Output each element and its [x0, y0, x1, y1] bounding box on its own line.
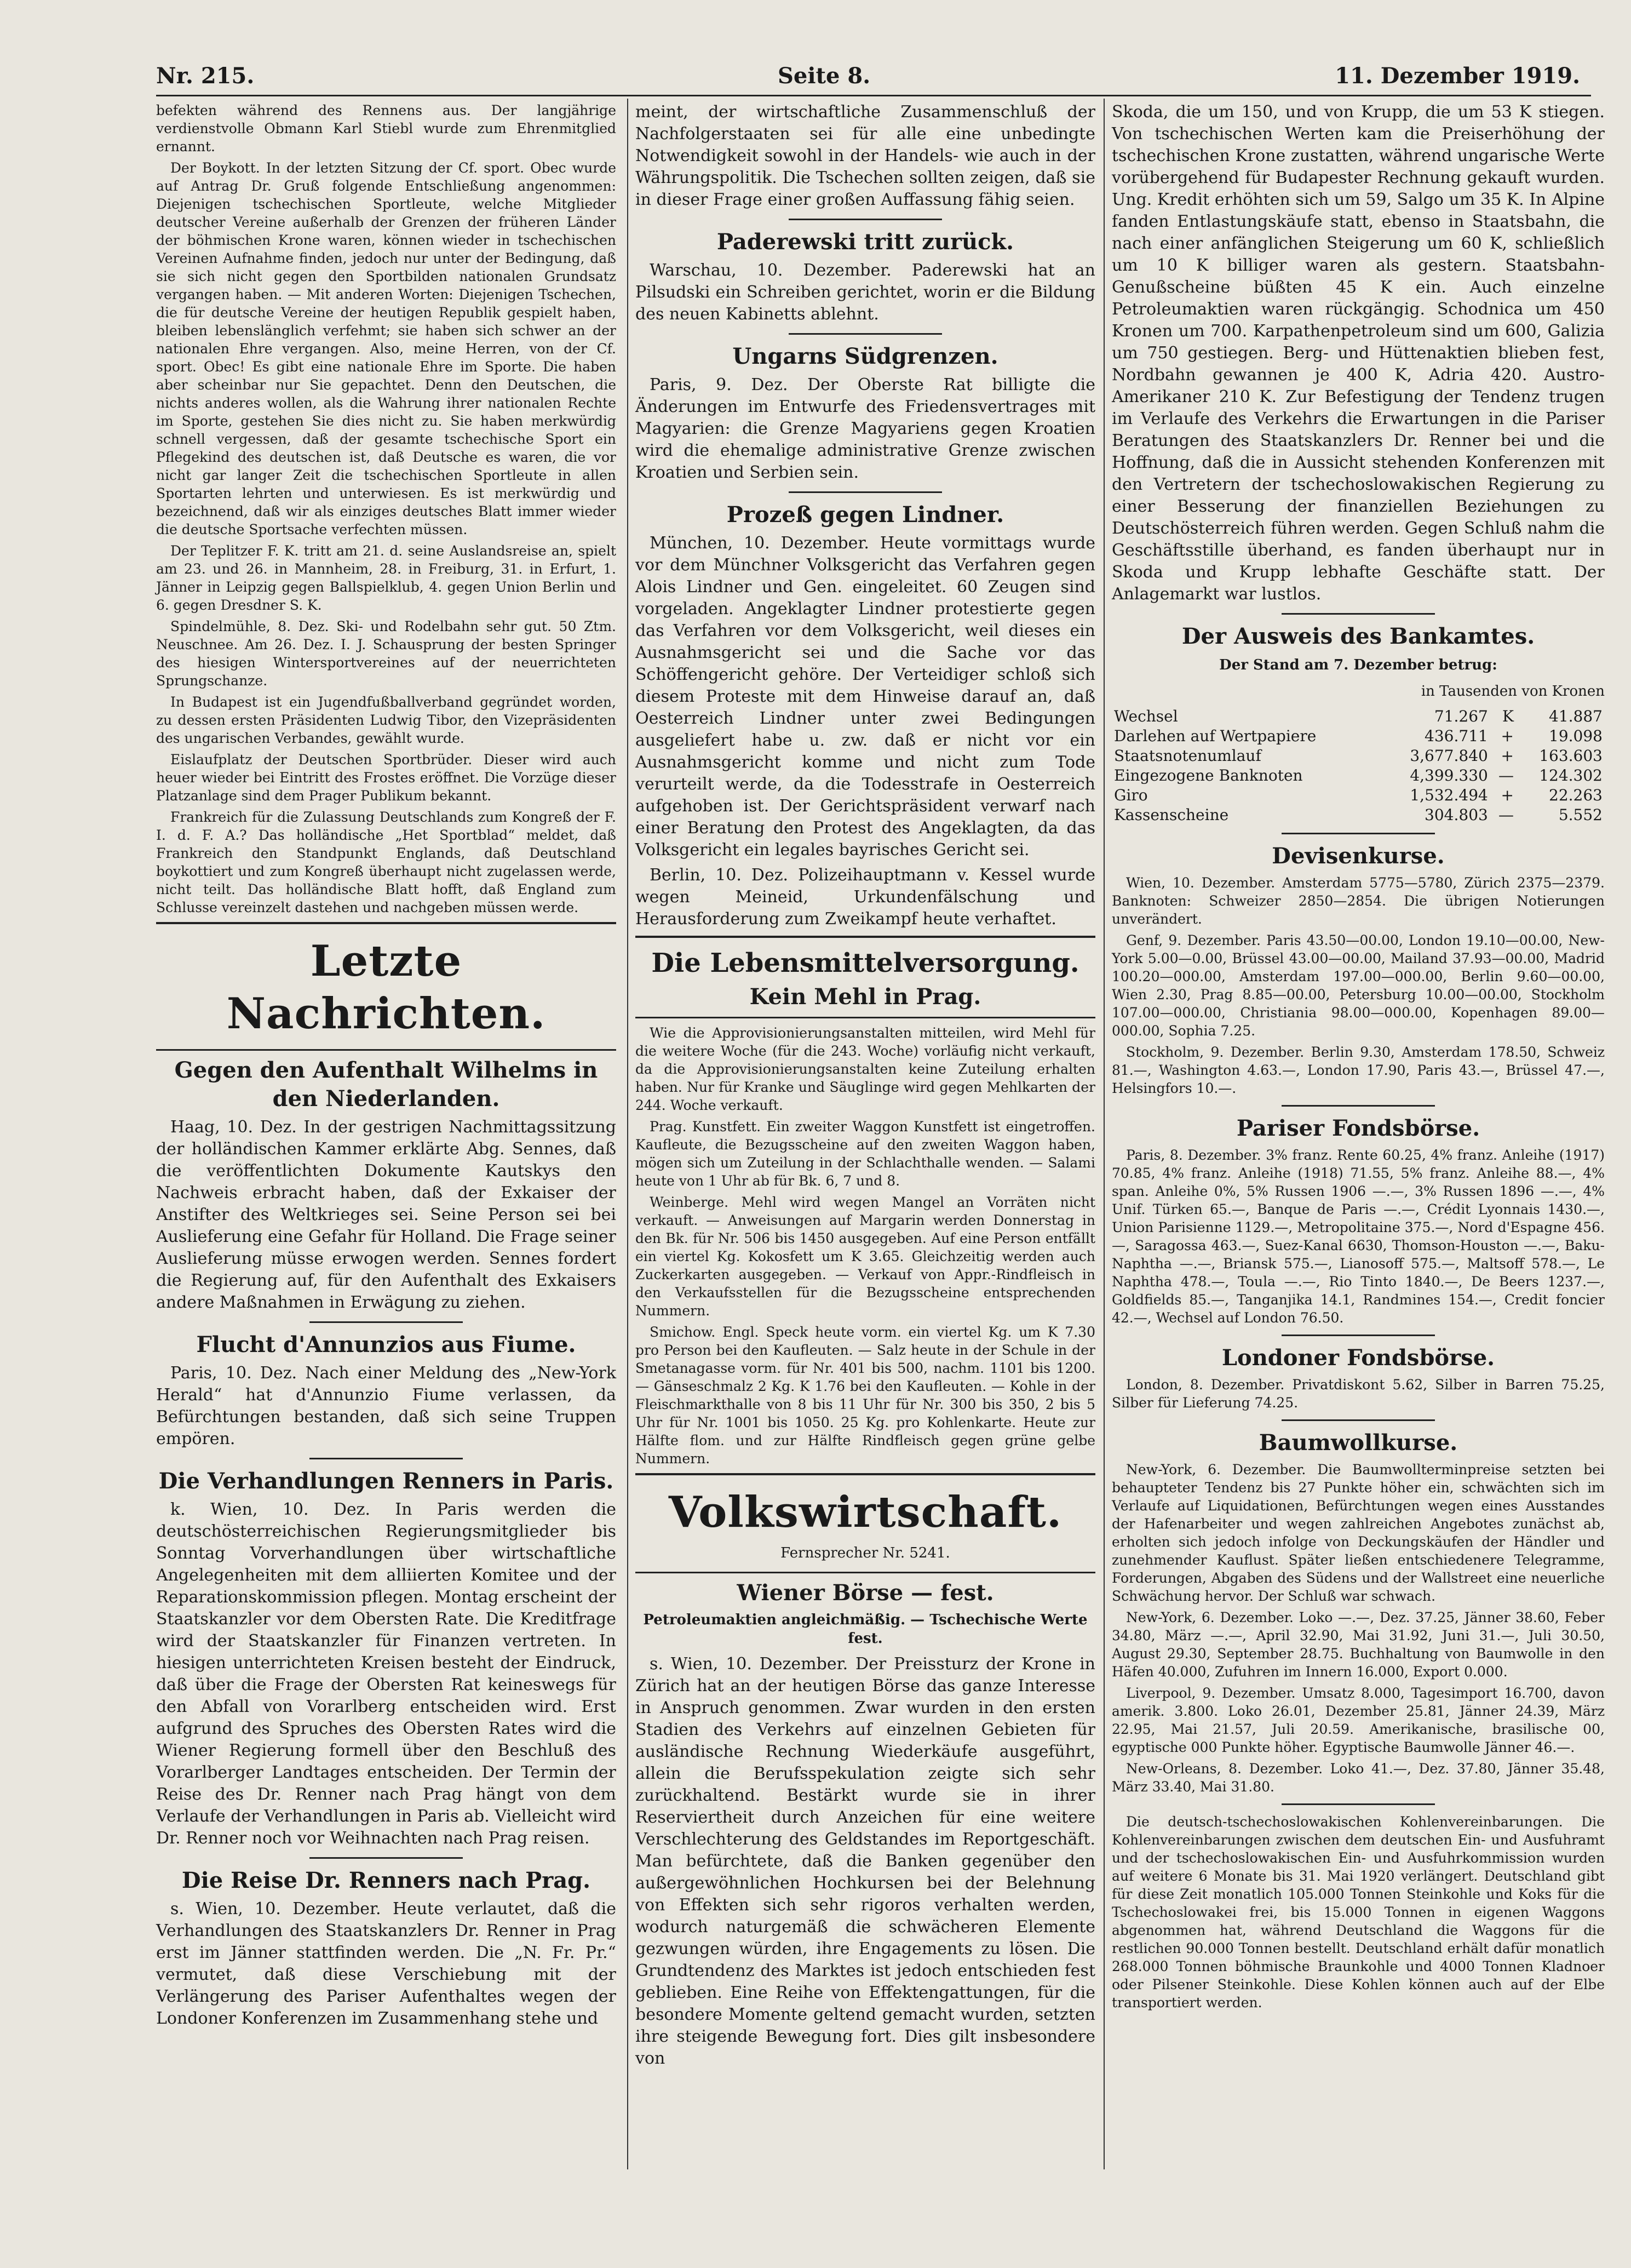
bank-cell-label: Eingezogene Banknoten — [1114, 766, 1303, 784]
article-text: New-York, 6. Dezember. Die Baumwollterminpreise setzten bei behaupteter Tendenz bis 27 Punkte höher ein, schwächten sich im Verlaufe auf Liquidationen, Befürchtungen wegen eines Ausstandes der Hafenarbeiter und wegen zahlreichen Angebotes zunächst ab, erholten sich jedoch infolge von Deckungskäufen der Händler und zunehmender Kauflust. Später ließen entschiedenere Telegramme, Forderungen, Abgaben des Südens und der Wallstreet eine neuerliche Schwächung hervor. Der Schluß war schwach. — [1112, 1462, 1605, 1604]
section-volkswirtschaft — [635, 1473, 1095, 1573]
divider — [1282, 1105, 1435, 1107]
section-letzte-nachrichten — [156, 922, 616, 1051]
divider — [1282, 833, 1435, 834]
article-text: Wie die Approvisionierungsanstalten mitteilen, wird Mehl für die weitere Woche (für die 243. Woche) vorläufig nicht verkauft, da die Approvisionierungsanstalten keine Zuteilung erhalten haben. Nur für Kranke und Säuglinge wird gegen Mehlkarten der 244. Woche verkauft. — [635, 1025, 1095, 1113]
bank-cell-label: Staatsnotenumlauf — [1114, 747, 1261, 765]
bank-cell-value: 71.267 — [1434, 707, 1488, 725]
divider — [309, 1321, 463, 1323]
divider — [789, 219, 942, 220]
page-header — [156, 52, 1580, 89]
issue-number: Nr. 215. — [156, 63, 255, 89]
bank-cell-change: 22.263 — [1549, 786, 1603, 804]
divider — [789, 491, 942, 493]
divider — [1282, 1419, 1435, 1421]
bank-cell-change: 124.302 — [1539, 766, 1603, 784]
bank-cell-sign: K — [1502, 707, 1514, 725]
article-subheading: Petroleumaktien angleichmäßig. — Tschechische Werte fest. — [643, 1612, 1088, 1647]
article-heading: Londoner Fondsbörse. — [1221, 1345, 1495, 1371]
bank-cell-value: 436.711 — [1425, 727, 1488, 745]
article-heading: Paderewski tritt zurück. — [716, 229, 1014, 255]
bank-row — [1112, 707, 1605, 726]
divider — [1282, 1803, 1435, 1805]
bank-unit: in Tausenden von Kronen — [1421, 683, 1605, 700]
bank-table — [1112, 707, 1605, 825]
bank-cell-label: Giro — [1114, 786, 1148, 804]
bank-cell-change: 5.552 — [1558, 806, 1603, 824]
article-heading: Der Ausweis des Bankamtes. — [1181, 623, 1535, 649]
article-heading: Pariser Fondsbörse. — [1236, 1115, 1480, 1141]
article-budapest: In Budapest ist ein Jugendfußballverband gegründet worden, zu dessen ersten Präsidenten Ludwig Tibor, den Vizepräsidenten des ungarischen Verbandes, gewählt wurde. — [156, 694, 616, 746]
article-text: Liverpool, 9. Dezember. Umsatz 8.000, Tagesimport 16.700, davon amerik. 3.800. Loko 26.01, Dezember 25.81, Jänner 24.39, März 22.95, Mai 21.57, Juli 20.59. Amerikanische, brasilische 00, egyptische 000 Punkte höher. Egyptische Baumwolle Jänner 46.—. — [1112, 1685, 1605, 1755]
article-text: befekten während des Rennens aus. Der langjährige verdienstvolle Obmann Karl Stiebl wurde zum Ehrenmitglied ernannt. — [156, 102, 616, 154]
article-heading: Die Verhandlungen Renners in Paris. — [158, 1468, 614, 1494]
article-frankreich: Frankreich für die Zulassung Deutschlands zum Kongreß der F. I. d. F. A.? Das holländische „Het Sportblad“ meldet, daß Frankreich den Standpunkt Englands, daß Deutschland boykottiert und zum Kongreß überhaupt nicht zugelassen werde, nicht teilt. Das holländische Blatt hofft, daß England zum Schlusse vereinzelt dastehen und nachgeben müssen werde. — [156, 809, 616, 915]
bank-row — [1112, 726, 1605, 746]
article-text: s. Wien, 10. Dezember. Heute verlautet, daß die Verhandlungen des Staatskanzlers Dr. Renner in Prag erst im Jänner stattfinden werden. Die „N. Fr. Pr.“ vermutet, daß diese Verschiebung mit der Verlängerung des Pariser Aufenthaltes wegen der Londoner Konferenzen im Zusammenhang stehe und — [156, 1899, 616, 2028]
header-rule — [156, 95, 1591, 96]
telephone-note: Fernsprecher Nr. 5241. — [780, 1545, 950, 1561]
article-heading: Ungarns Südgrenzen. — [732, 343, 998, 369]
bank-cell-sign: + — [1501, 727, 1514, 745]
article-text: Warschau, 10. Dezember. Paderewski hat an Pilsudski ein Schreiben gerichtet, worin er die Bildung des neuen Kabinetts ablehnt. — [635, 261, 1095, 324]
divider — [309, 1857, 463, 1859]
bank-cell-label: Darlehen auf Wertpapiere — [1114, 727, 1317, 745]
article-teplitzer: Der Teplitzer F. K. tritt am 21. d. seine Auslandsreise an, spielt am 23. und 26. in Mannheim, 28. in Freiburg, 31. in Erfurt, 1. Jänner in Leipzig gegen Ballspielklub, 4. gegen Union Berlin und 6. gegen Dresdner S. K. — [156, 543, 616, 613]
article-text: Berlin, 10. Dez. Polizeihauptmann v. Kessel wurde wegen Meineid, Urkundenfälschung und Herausforderung zum Zweikampf heute verhaftet. — [635, 866, 1095, 929]
article-heading: Die Reise Dr. Renners nach Prag. — [181, 1868, 591, 1893]
article-heading: Wiener Börse — fest. — [737, 1580, 994, 1606]
column-divider — [1104, 99, 1105, 2169]
bank-cell-value: 304.803 — [1425, 806, 1488, 824]
bank-cell-sign: — — [1498, 766, 1514, 784]
bank-cell-change: 41.887 — [1549, 707, 1603, 725]
section-heading: Volkswirtschaft. — [668, 1487, 1063, 1537]
divider — [789, 333, 942, 335]
column-3 — [1112, 101, 1605, 2015]
bank-row — [1112, 766, 1605, 786]
bank-cell-label: Wechsel — [1114, 707, 1178, 725]
article-heading: Gegen den Aufenthalt Wilhelms in den Niederlanden. — [174, 1057, 598, 1112]
article-heading: Kein Mehl in Prag. — [749, 984, 981, 1010]
divider — [1282, 613, 1435, 615]
article-text: Paris, 10. Dez. Nach einer Meldung des „New-York Herald“ hat d'Annunzio Fiume verlassen, da Befürchtungen bestanden, daß sich seine Truppen empören. — [156, 1364, 616, 1448]
article-text: New-York, 6. Dezember. Loko —.—, Dez. 37.25, Jänner 38.60, Feber 34.80, März —.—, April 32.90, Mai 31.92, Juni 31.—, Juli 30.50, August 29.30, September 28.75. Buchhaltung von Baumwolle in den Häfen 40.000, Zufuhren im Innern 16.000, Export 0.000. — [1112, 1610, 1605, 1680]
article-heading: Baumwollkurse. — [1259, 1430, 1458, 1456]
article-kohlen: Die deutsch-tschechoslowakischen Kohlenvereinbarungen. Die Kohlenvereinbarungen zwischen dem deutschen Ein- und Ausfuhramt und der tschechoslowakischen Ein- und Ausfuhrkommission wurden auf weitere 6 Monate bis 31. Mai 1920 verlängert. Deutschland gibt für diese Zeit monatlich 105.000 Tonnen Steinkohle und Koks für die Tschechoslowakei frei, bis 15.000 Tonnen in eigenen Waggons abgenommen hat, während Deutschland die Waggons für die restlichen 90.000 Tonnen bestellt. Deutschland erhält dafür monatlich 268.000 Tonnen böhmische Braunkohle und 4000 Tonnen Kladnoer oder Pilsener Steinkohle. Diese Kohlen können auch auf der Elbe transportiert werden. — [1112, 1814, 1605, 2011]
article-text: München, 10. Dezember. Heute vormittags wurde vor dem Münchner Volksgericht das Verfahren gegen Alois Lindner und Gen. eingeleitet. 60 Zeugen sind vorgeladen. Angeklagter Lindner protestierte gegen das Verfahren vor dem Volksgericht, weil dieses ein Ausnahmsgericht sei und die Sache vor das Schöffengericht gehöre. Der Verteidiger schloß sich diesem Proteste mit dem Hinweise darauf an, daß Oesterreich Lindner unter zwei Bedingungen ausgeliefert habe u. zw. daß er nicht vor ein Ausnahmsgericht komme und nicht zum Tode verurteilt werde, da die Todesstrafe in Oesterreich aufgehoben ist. Der Gerichtspräsident verwarf nach einer Beratung den Protest des Angeklagten, da das Volksgericht ein legales bayrisches Gericht sei. — [635, 534, 1095, 860]
column-1 — [156, 101, 616, 2033]
divider — [309, 1458, 463, 1459]
issue-date: 11. Dezember 1919. — [1335, 63, 1580, 89]
article-text: Genf, 9. Dezember. Paris 43.50—00.00, London 19.10—00.00, New-York 5.00—0.00, Brüssel 43.00—00.00, Mailand 37.93—00.00, Madrid 100.20—000.00, Amsterdam 197.00—000.00, Berlin 9.60—00.00, Wien 2.30, Prag 8.85—00.00, Petersburg 10.00—00.00, Stockholm 107.00—000.00, Christiania 98.00—000.00, Kopenhagen 89.00—000.00, Sophia 7.25. — [1112, 932, 1605, 1039]
bank-cell-change: 163.603 — [1539, 747, 1603, 765]
article-text: Paris, 9. Dez. Der Oberste Rat billigte die Änderungen im Entwurfe des Friedensvertrages mit Magyarien: die Grenze Magyariens gegen Kroatien wird die ehemalige administrative Grenze zwischen Kroatien und Serbien sein. — [635, 375, 1095, 482]
column-2 — [635, 101, 1095, 2073]
article-text: London, 8. Dezember. Privatdiskont 5.62, Silber in Barren 75.25, Silber für Lieferung 74.25. — [1112, 1377, 1605, 1411]
article-text: meint, der wirtschaftliche Zusammenschluß der Nachfolgerstaaten sei für alle eine unbedingte Notwendigkeit sowohl in der Handels- wie auch in der Währungspolitik. Die Tschechen sollten zeigen, daß sie in dieser Frage einer großen Auffassung fähig seien. — [635, 102, 1095, 209]
article-text: k. Wien, 10. Dez. In Paris werden die deutschösterreichischen Regierungsmitglieder bis Sonntag Vorverhandlungen über wirtschaftliche Angelegenheiten mit dem alliierten Komitee und der Reparationskommission pflegen. Montag erscheint der Staatskanzler vor dem Obersten Rate. Die Kreditfrage wird der Staatskanzler für Finanzen vertreten. In hiesigen unterrichteten Kreisen besteht der Eindruck, daß über die Frage der Obersten Rat keineswegs für den Abfall von Vorarlberg entscheiden wird. Erst aufgrund des Spruches des Obersten Rates wird die Wiener Regierung formell über den Beschluß des Vorarlberger Landtages entscheiden. Der Termin der Reise des Dr. Renner nach Prag hängt von dem Verlaufe der Verhandlungen in Paris ab. Vielleicht wird Dr. Renner noch vor Weihnachten nach Prag reisen. — [156, 1500, 616, 1848]
section-heading: Die Lebensmittelversorgung. — [651, 948, 1079, 978]
bank-cell-sign: — — [1498, 806, 1514, 824]
column-divider — [627, 99, 628, 2169]
section-heading: Letzte Nachrichten. — [226, 936, 546, 1039]
bank-cell-value: 4,399.330 — [1410, 766, 1488, 784]
bank-cell-value: 3,677.840 — [1410, 747, 1488, 765]
article-heading: Flucht d'Annunzios aus Fiume. — [196, 1332, 576, 1358]
article-spindelmuehle: Spindelmühle, 8. Dez. Ski- und Rodelbahn sehr gut. 50 Ztm. Neuschnee. Am 26. Dez. I. J. Schausprung der besten Springer des hiesigen Wintersportvereines auf der neuerrichteten Sprungschanze. — [156, 618, 616, 689]
bank-cell-change: 19.098 — [1549, 727, 1603, 745]
bank-cell-sign: + — [1501, 786, 1514, 804]
article-text: Skoda, die um 150, und von Krupp, die um 53 K stiegen. Von tschechischen Werten kam die Preiserhöhung der tschechischen Krone zustatten, während ungarische Werte vorübergehend für Budapester Rechnung gekauft wurden. Ung. Kredit erhöhten sich um 59, Salgo um 35 K. In Alpine fanden Entlastungskäufe statt, ebenso in Staatsbahn, die nach einer anfänglichen Steigerung um 60 K, schließlich um 10 K billiger waren als gestern. Staatsbahn-Genußscheine büßten 45 K ein. Auch einzelne Petroleumaktien waren rückgängig. Schodnica um 450 Kronen um 700. Karpathenpetroleum sind um 600, Galizia um 750 gestiegen. Berg- und Hüttenaktien blieben fest, Nordbahn gewannen je 400 K, Adria 420. Austro-Amerikaner 210 K. Zur Befestigung der Tendenz trugen im Verlaufe des Verkehrs die Erwartungen in die Pariser Beratungen des Staatskanzlers Dr. Renner bei und die Hoffnung, daß die in Aussicht stehenden Konferenzen mit den Vertretern der tschechoslowakischen Regierung zu einer Besserung der finanziellen Beziehungen zu Deutschösterreich führen werden. Gegen Schluß nahm die Geschäftsstille überhand, es fanden überhaupt nur in Skoda und Krupp lebhafte Geschäfte statt. Der Anlagemarkt war lustlos. — [1112, 102, 1605, 604]
article-text: Smichow. Engl. Speck heute vorm. ein viertel Kg. um K 7.30 pro Person bei den Kaufleuten. — Salz heute in der Schule in der Smetanagasse vorm. für Nr. 401 bis 500, nachm. 1101 bis 1200. — Gänseschmalz 2 Kg. K 1.76 bei den Kaufleuten. — Kohle in der Fleischmarkthalle von 8 bis 11 Uhr für Nr. 300 bis 350, 2 bis 5 Uhr für Nr. 1001 bis 1050. 25 Kg. pro Kohlenkarte. Heute zur Hälfte flom. und zur Hälfte Rindfleisch gegen grüne gelbe Nummern. — [635, 1324, 1095, 1467]
article-text: Stockholm, 9. Dezember. Berlin 9.30, Amsterdam 178.50, Schweiz 81.—, Washington 4.63.—, London 17.90, Paris 43.—, Brüssel 47.—, Helsingfors 10.—. — [1112, 1044, 1605, 1096]
bank-cell-sign: + — [1501, 747, 1514, 765]
article-text: Wien, 10. Dezember. Amsterdam 5775—5780, Zürich 2375—2379. Banknoten: Schweizer 2850—2854. Die übrigen Notierungen unverändert. — [1112, 875, 1605, 927]
page-number: Seite 8. — [778, 63, 871, 89]
article-text: s. Wien, 10. Dezember. Der Preissturz der Krone in Zürich hat an der heutigen Börse das ganze Interesse in Anspruch genommen. Zwar wurden in den ersten Stadien des Verkehrs auf einzelnen Gebieten für ausländische Rechnung Wiederkäufe ausgeführt, allein die Berufsspekulation zeigte sich sehr zurückhaltend. Bestärkt wurde sie in ihrer Reserviertheit durch Anzeichen für eine weitere Verschlechterung des Geldstandes im Reportgeschäft. Man befürchtete, daß die Banken gegenüber den außergewöhnlichen Hochkursen bei der Belehnung von Effekten sich sehr rigoros verhalten werden, wodurch naturgemäß die schwächeren Elemente gezwungen würden, ihre Engagements zu lösen. Die Grundtendenz des Marktes ist jedoch entschieden fest geblieben. Eine Reihe von Effektengattungen, für die besondere Momente geltend gemacht wurden, setzten ihre steigende Bewegung fort. Dies gilt insbesondere von — [635, 1654, 1095, 2068]
article-text: Paris, 8. Dezember. 3% franz. Rente 60.25, 4% franz. Anleihe (1917) 70.85, 4% franz. Anleihe (1918) 71.55, 5% franz. Anleihe 88.—, 4% span. Anleihe 0%, 5% Russen 1906 —.—, 3% Russen 1896 —.—, 4% Unif. Türken 65.—, Banque de Paris —.—, Crédit Lyonnais 1430.—, Union Parisienne 1129.—, Metropolitaine 375.—, Nord d'Espagne 456.—, Saragossa 463.—, Suez-Kanal 6630, Thomson-Houston —.—, Baku-Naphtha —.—, Briansk 575.—, Lianosoff 575.—, Maltsoff 578.—, Le Naphtha 478.—, Toula —.—, Rio Tinto 1840.—, De Beers 1237.—, Goldfields 85.—, Tanganjika 14.1, Randmines 154.—, Credit foncier 42.—, Wechsel auf London 76.50. — [1112, 1147, 1605, 1326]
article-heading: Prozeß gegen Lindner. — [726, 502, 1004, 528]
article-heading: Devisenkurse. — [1272, 843, 1445, 869]
bank-row — [1112, 786, 1605, 805]
article-text: Weinberge. Mehl wird wegen Mangel an Vorräten nicht verkauft. — Anweisungen auf Margarin werden Donnerstag in den Bk. für Nr. 506 bis 1450 ausgegeben. Auf eine Person entfällt ein viertel Kg. Kokosfett um K 3.65. Gleichzeitig werden auch Zuckerkarten ausgegeben. — Verkauf von Appr.-Rindfleisch in den Verkaufsstellen für die Bezugsscheine entsprechenden Nummern. — [635, 1194, 1095, 1319]
article-boykott: Der Boykott. In der letzten Sitzung der Cf. sport. Obec wurde auf Antrag Dr. Gruß folgende Entschließung angenommen: Diejenigen tschechischen Sportleute, welche Mitglieder deutscher Vereine außerhalb der Grenzen der früheren Länder der böhmischen Krone waren, können wieder in tschechischen Vereinen Aufnahme finden, jedoch nur unter der Bedingung, daß sie sich nicht gegen den Sportbilden nationalen Grundsatz vergangen haben. — Mit anderen Worten: Diejenigen Tschechen, die für deutsche Vereine der heutigen Republik gespielt haben, bleiben lebenslänglich verfehmt; sie haben sich schwer an der nationalen Ehre vergangen. Also, meine Herren, von der Cf. sport. Obec! Es gibt eine nationale Ehre im Sporte. Die haben aber scheinbar nur Sie gepachtet. Denn den Deutschen, die nichts anderes wollen, als die Wahrung ihrer nationalen Rechte im Sporte, gestehen Sie dies nicht zu. Sie haben merkwürdig schnell vergessen, daß der gesamte tschechische Sport ein Pflegekind des deutschen ist, daß Deutsche es waren, die vor nicht gar langer Zeit die tschechischen Sportleute in allen Sportarten lehrten und unterwiesen. Es ist merkwürdig und bezeichnend, daß wir als einziges deutsches Blatt immer wieder die deutsche Sportsache verfechten müssen. — [156, 160, 616, 537]
bank-cell-label: Kassenscheine — [1114, 806, 1229, 824]
bank-cell-value: 1,532.494 — [1410, 786, 1488, 804]
article-text: Prag. Kunstfett. Ein zweiter Waggon Kunstfett ist eingetroffen. Kaufleute, die Bezugsscheine auf den zweiten Waggon haben, mögen sich um Zuteilung in der Schlachthalle wenden. — Salami heute von 1 Uhr ab für Bk. 6, 7 und 8. — [635, 1119, 1095, 1189]
bank-row — [1112, 805, 1605, 825]
section-lebensmittel — [635, 936, 1095, 1018]
bank-row — [1112, 746, 1605, 766]
article-text: New-Orleans, 8. Dezember. Loko 41.—, Dez. 37.80, Jänner 35.48, März 33.40, Mai 31.80. — [1112, 1761, 1605, 1795]
article-eislaufplatz: Eislaufplatz der Deutschen Sportbrüder. Dieser wird auch heuer wieder bei Eintritt des Frostes eröffnet. Die Vorzüge dieser Platzanlage sind dem Prager Publikum bekannt. — [156, 752, 616, 804]
article-text: Haag, 10. Dez. In der gestrigen Nachmittagssitzung der holländischen Kammer erklärte Abg. Sennes, daß die veröffentlichten Dokumente Kautskys den Nachweis erbracht haben, daß der Exkaiser der Anstifter des Weltkrieges sei. Seine Person sei bei Auslieferung eine Gefahr für Holland. Die Frage seiner Auslieferung müsse erwogen werden. Sennes fordert die Regierung auf, für den Aufenthalt des Exkaisers andere Maßnahmen in Erwägung zu ziehen. — [156, 1118, 616, 1312]
bank-date: Der Stand am 7. Dezember betrug: — [1219, 657, 1497, 673]
divider — [1282, 1335, 1435, 1336]
